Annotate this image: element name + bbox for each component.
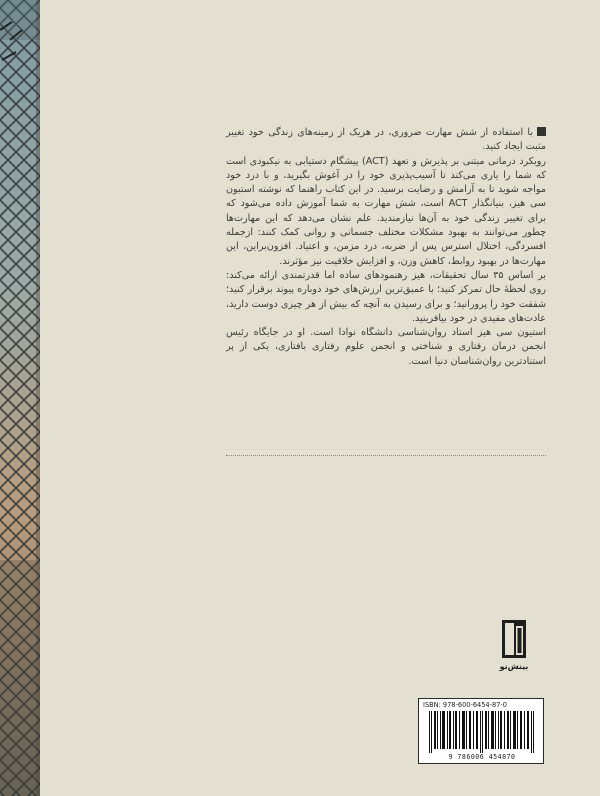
publisher-logo-text: بینش‌نو	[499, 662, 529, 671]
blurb-intro-text: با استفاده از شش مهارت ضروری، در هریک از زمینه‌های زندگی خود تغییر مثبت ایجاد کنید.	[226, 127, 546, 153]
dotted-divider	[226, 455, 546, 456]
publisher-door-icon	[502, 620, 526, 658]
fence-photo-strip	[0, 0, 40, 796]
publisher-logo	[494, 620, 534, 680]
blurb-paragraph-act: رویکرد درمانی مبتنی بر پذیرش و تعهد (ACT) پیشگام دستیابی به نیکبودی است که شما را یاری می‌کند تا آسیب‌پذیری خود را در آغوش بگیرید، و با درد خود مواجه شوید تا به آرامش و رضایت برسید. در این کتاب راهنما که نوشته استیون سی هیز، بنیانگذار ACT است، شش مهارت به شما آموزش داده می‌شود که برای تغییر زندگی خود به آن‌ها نیازمندید. علم نشان می‌دهد که این مهارت‌ها چطور می‌توانند به بهبود مشکلات مختلف جسمانی و روانی کمک کنند: ازجمله افسردگی، اختلال استرس پس از ضربه، درد مزمن، و اعتیاد. افزون‌براین، این مهارت‌ها در بهبود روابط، کاهش وزن، و افزایش خلاقیت نیز مؤثرند.	[226, 155, 546, 267]
isbn-label: ISBN: 978-600-6454-87-0	[423, 701, 507, 709]
barcode-bars	[429, 711, 535, 753]
back-cover-blurb	[226, 126, 546, 369]
blurb-paragraph-intro	[226, 126, 546, 155]
barcode-digits: 9 786006 454870	[448, 753, 516, 761]
isbn-barcode	[418, 698, 544, 764]
blurb-paragraph-author: استیون سی هیز استاد روان‌شناسی دانشگاه نوادا است. او در جایگاه رئیس انجمن درمان رفتاری و شناختی و انجمن علوم رفتاری بافتاری، یکی از پر استنادترین روان‌شناسان دنیا است.	[226, 327, 546, 367]
bullet-square-icon	[537, 127, 546, 136]
blurb-paragraph-research: بر اساس ۳۵ سال تحقیقات، هیز رهنمودهای ساده اما قدرتمندی ارائه می‌کند: روی لحظهٔ حال تمرکز کنید؛ با عمیق‌ترین ارزش‌های خود دوباره پیوند برقرار کنید؛ شفقت خود را پرورانید؛ و برای رسیدن به آنچه که بیش از هر چیزی دوست دارید، عادت‌های مفیدی در خود بیافرینید.	[226, 269, 546, 324]
fence-photo-image	[0, 0, 40, 796]
